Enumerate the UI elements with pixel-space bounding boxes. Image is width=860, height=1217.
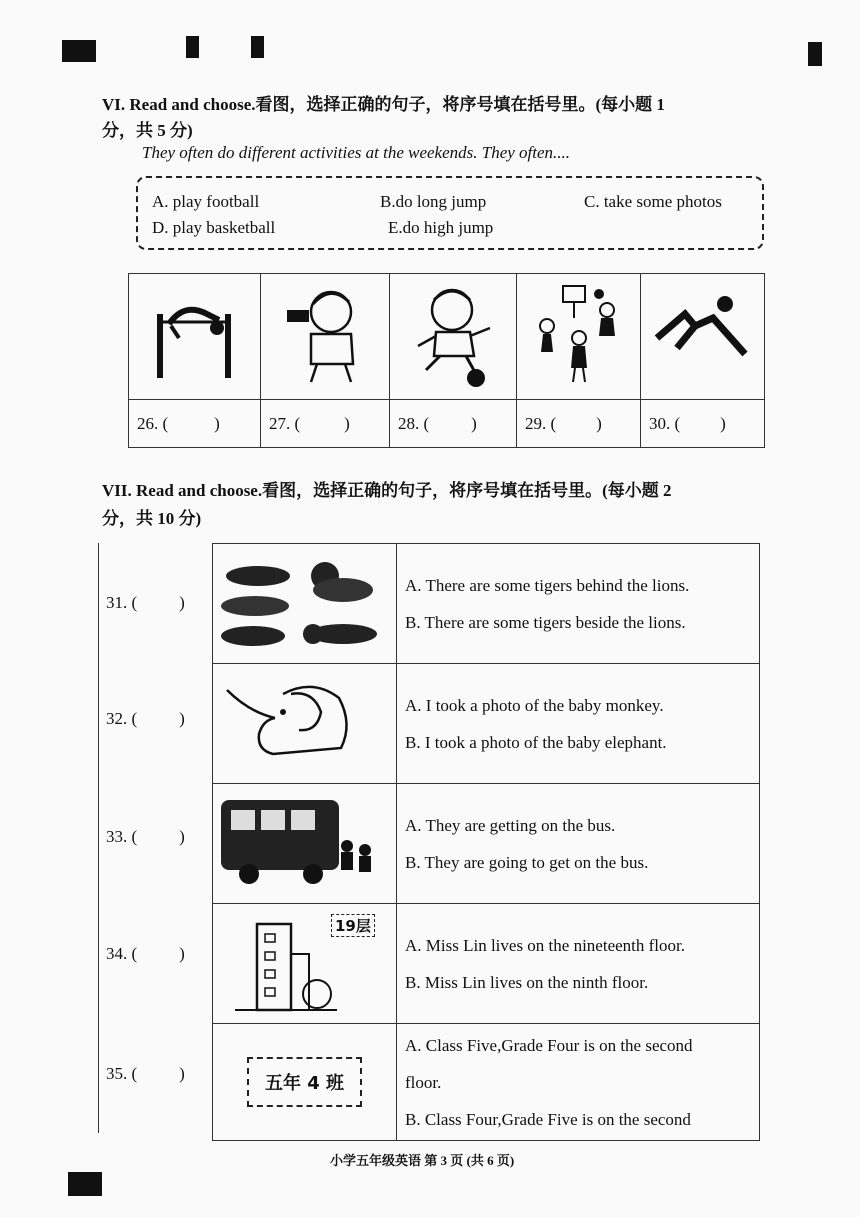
- answer-cell-28[interactable]: [390, 400, 517, 448]
- answer-31[interactable]: [106, 593, 185, 613]
- answer-32-close: ): [179, 709, 185, 728]
- option-b: B.do long jump: [380, 192, 487, 211]
- section6-title-line2: 分，共 5 分): [102, 121, 193, 140]
- answer-cell-27[interactable]: [261, 400, 390, 448]
- long-jump-icon: [641, 274, 764, 394]
- sentences-cell-32: [397, 664, 760, 784]
- sentences-cell-33: [397, 784, 760, 904]
- registration-mark: [251, 36, 264, 58]
- answer-27-num: 27. (: [269, 413, 301, 433]
- picture-cell-27: [261, 274, 390, 400]
- bus-icon: [213, 784, 396, 898]
- section6-title-line1: VI. Read and choose.看图，选择正确的句子，将序号填在括号里。(每小题 1: [102, 95, 665, 114]
- boy-camera-icon: [261, 274, 389, 394]
- answer-33-num: 33. (: [106, 827, 138, 846]
- elephant-icon: [213, 664, 396, 778]
- answer-33-close: ): [179, 827, 185, 846]
- picture-cell-29: [517, 274, 641, 400]
- picture-cell-34: [213, 904, 397, 1024]
- choice-33-a: A. They are getting on the bus.: [405, 815, 616, 835]
- left-margin-line: [98, 543, 99, 1133]
- choice-35-a: A. Class Five,Grade Four is on the second: [405, 1035, 693, 1055]
- picture-cell-33: [213, 784, 397, 904]
- sentences-cell-34: [397, 904, 760, 1024]
- answer-35[interactable]: [106, 1064, 185, 1084]
- choice-33-b: B. They are going to get on the bus.: [405, 852, 649, 872]
- section7-table: [212, 543, 760, 1141]
- registration-mark: [62, 40, 96, 62]
- answer-cell-29[interactable]: [517, 400, 641, 448]
- picture-cell-28: [390, 274, 517, 400]
- option-e: E.do high jump: [388, 218, 494, 237]
- picture-cell-35: [213, 1024, 397, 1141]
- choice-35-b: B. Class Four,Grade Five is on the second: [405, 1109, 691, 1129]
- answer-34-close: ): [179, 944, 185, 963]
- children-basketball-icon: [517, 274, 640, 394]
- choice-35-a-cont: floor.: [405, 1072, 442, 1092]
- answer-32-num: 32. (: [106, 709, 138, 728]
- choice-32-b: B. I took a photo of the baby elephant.: [405, 732, 667, 752]
- answer-cell-26[interactable]: [129, 400, 261, 448]
- option-c: C. take some photos: [584, 192, 722, 211]
- answer-26-close: ): [214, 413, 220, 433]
- section6-intro: They often do different activities at the weekends. They often....: [142, 143, 571, 162]
- choice-34-b: B. Miss Lin lives on the ninth floor.: [405, 972, 649, 992]
- answer-34-num: 34. (: [106, 944, 138, 963]
- class-tag: 五年 4 班: [247, 1057, 362, 1107]
- answer-31-close: ): [179, 593, 185, 612]
- answer-35-close: ): [179, 1064, 185, 1083]
- choice-31-a: A. There are some tigers behind the lions.: [405, 575, 690, 595]
- floor-tag: 19层: [331, 914, 375, 937]
- answer-28-close: ): [471, 413, 477, 433]
- option-d: D. play basketball: [152, 218, 276, 237]
- picture-cell-31: [213, 544, 397, 664]
- answer-cell-30[interactable]: [641, 400, 765, 448]
- choice-31-b: B. There are some tigers beside the lions.: [405, 612, 686, 632]
- high-jump-icon: [129, 274, 260, 394]
- answer-27-close: ): [344, 413, 350, 433]
- picture-cell-32: [213, 664, 397, 784]
- answer-29-num: 29. (: [525, 413, 557, 433]
- sentences-cell-31: [397, 544, 760, 664]
- page-footer: 小学五年级英语 第 3 页 (共 6 页): [330, 1153, 515, 1168]
- section6-picture-table: [128, 273, 765, 448]
- answer-29-close: ): [596, 413, 602, 433]
- answer-28-num: 28. (: [398, 413, 430, 433]
- options-box: [136, 176, 764, 250]
- answer-26-num: 26. (: [137, 413, 169, 433]
- answer-35-num: 35. (: [106, 1064, 138, 1083]
- registration-mark: [186, 36, 199, 58]
- choice-32-a: A. I took a photo of the baby monkey.: [405, 695, 664, 715]
- picture-cell-26: [129, 274, 261, 400]
- sentences-cell-35: [397, 1024, 760, 1141]
- tigers-lions-icon: [213, 544, 396, 658]
- registration-mark: [68, 1172, 102, 1196]
- boy-football-icon: [390, 274, 516, 394]
- answer-34[interactable]: [106, 944, 185, 964]
- answer-32[interactable]: [106, 709, 185, 729]
- answer-31-num: 31. (: [106, 593, 138, 612]
- option-a: A. play football: [152, 192, 260, 211]
- registration-mark: [808, 42, 822, 66]
- answer-33[interactable]: [106, 827, 185, 847]
- picture-cell-30: [641, 274, 765, 400]
- choice-34-a: A. Miss Lin lives on the nineteenth floor.: [405, 935, 685, 955]
- section7-title-line1: VII. Read and choose.看图，选择正确的句子，将序号填在括号里。(每小题 2: [102, 481, 672, 500]
- answer-30-num: 30. (: [649, 413, 681, 433]
- answer-30-close: ): [720, 413, 726, 433]
- section7-title-line2: 分，共 10 分): [102, 509, 202, 528]
